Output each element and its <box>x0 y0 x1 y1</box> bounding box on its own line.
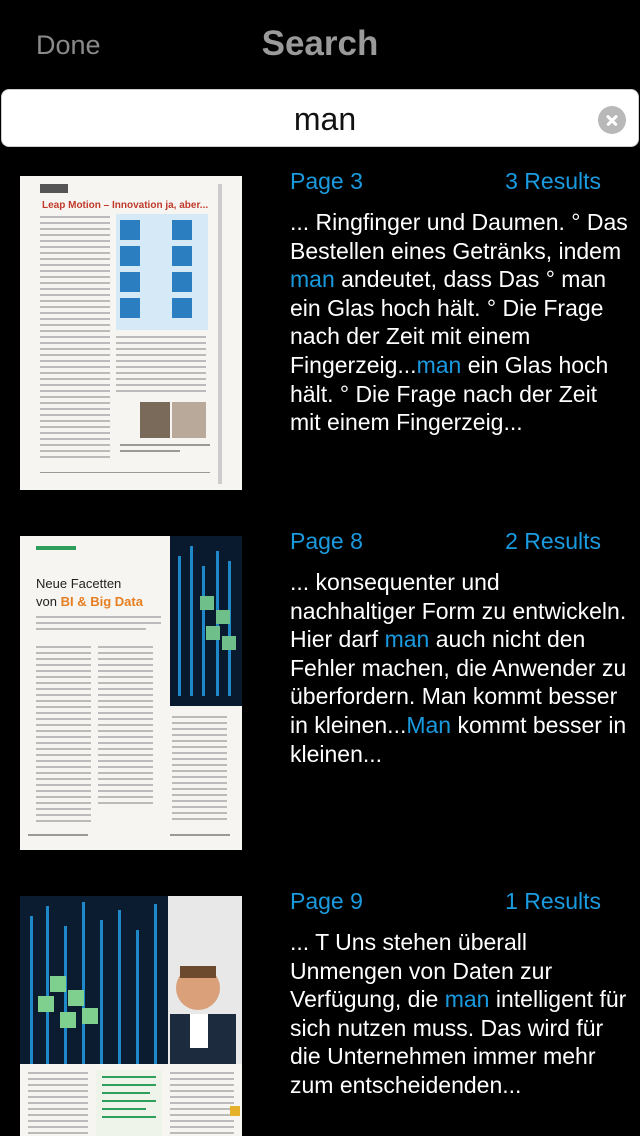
svg-text:von BI & Big Data: von BI & Big Data <box>36 594 143 609</box>
result-page-label[interactable]: Page 3 <box>290 168 363 194</box>
page-thumbnail-art <box>20 536 242 850</box>
match-highlight: man <box>416 351 462 378</box>
result-snippet: ... konsequenter und nachhaltiger Form zu entwickeln. Hier darf man auch nicht den Fehler machen, die Anwender zu überfordern. Man kommt besser in kleinen...Man kommt besser in kleinen... <box>290 569 627 767</box>
page-thumbnail[interactable] <box>20 176 242 490</box>
svg-text:Leap Motion – Innovation ja, a: Leap Motion – Innovation ja, aber... <box>42 200 209 211</box>
result-snippet: ... T Uns stehen überall Unmengen von Daten zur Verfügung, die man intelligent für sich nutzen muss. Das wird für die Unternehmen immer mehr zum entscheidenden... <box>290 929 627 1098</box>
result-count-label: 2 Results <box>505 528 601 554</box>
match-highlight: man <box>384 626 430 653</box>
search-bar <box>1 89 639 147</box>
search-input[interactable] <box>62 96 588 142</box>
search-result-row[interactable] <box>0 528 640 888</box>
done-button[interactable]: Done <box>36 30 101 60</box>
page-thumbnail[interactable] <box>20 896 242 1136</box>
svg-text:Neue Facetten: Neue Facetten <box>36 576 122 591</box>
search-result-row[interactable] <box>0 888 640 1136</box>
result-count-label: 1 Results <box>505 888 601 914</box>
search-result-row[interactable] <box>0 168 640 528</box>
result-snippet: ... Ringfinger und Daumen. ° Das Bestellen eines Getränks, indem man andeutet, dass Das ° man ein Glas hoch hält. ° Die Frage nach der Zeit mit einem Fingerzeig...man ein Glas hoch hält. ° Die Frage nach der Zeit mit einem Fingerzeig... <box>290 209 628 436</box>
match-highlight: man <box>290 266 335 293</box>
result-page-label[interactable]: Page 9 <box>290 888 363 914</box>
match-highlight: Man <box>406 711 452 738</box>
match-highlight: man <box>444 986 490 1013</box>
clear-icon[interactable] <box>598 106 626 134</box>
navigation-bar <box>0 0 640 88</box>
result-page-label[interactable]: Page 8 <box>290 528 363 554</box>
page-title: Search <box>261 24 379 63</box>
page-thumbnail-art <box>20 896 242 1136</box>
page-thumbnail-art <box>20 176 242 490</box>
result-count-label: 3 Results <box>505 168 601 194</box>
page-thumbnail[interactable] <box>20 536 242 850</box>
